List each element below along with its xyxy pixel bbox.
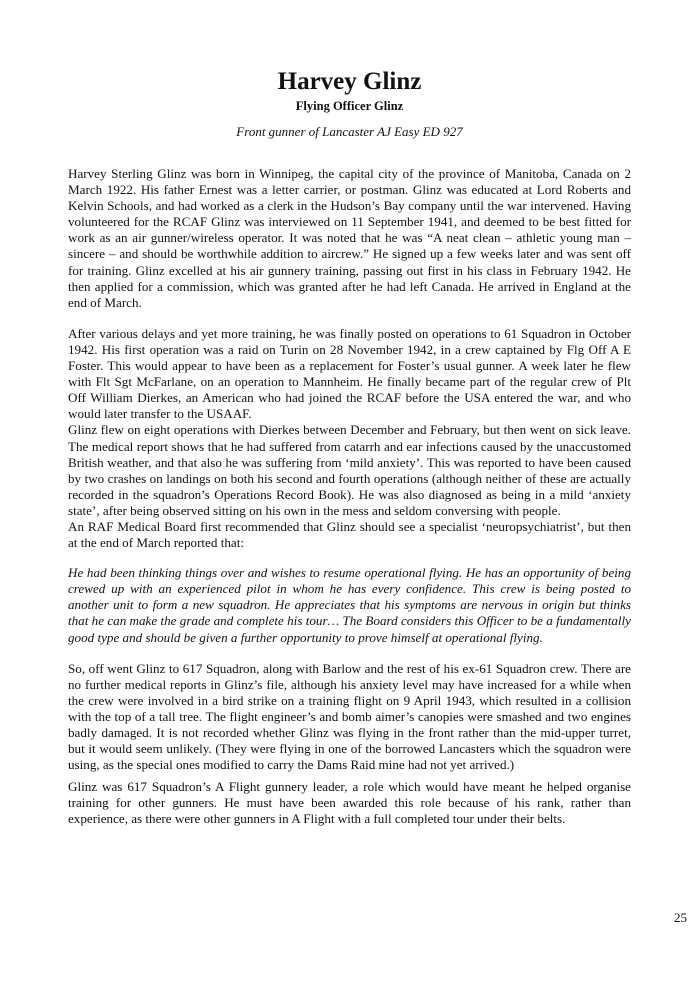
article-header xyxy=(0,68,699,140)
article-body xyxy=(68,166,631,828)
article-role-caption: Front gunner of Lancaster AJ Easy ED 927 xyxy=(236,124,463,139)
page-number: 25 xyxy=(674,910,687,925)
medical-board-quote: He had been thinking things over and wishes to resume operational flying. He has an opportunity of being crewed up with an experienced pilot in whom he has every confidence. This crew is being posted to another unit to form a new squadron. He appreciates that his symptoms are nervous in origin but thinks that he can make the grade and complete his tour… The Board considers this Officer to be a fundamentally good type and should be given a further opportunity to prove himself at operational flying. xyxy=(68,565,631,645)
article-subtitle: Flying Officer Glinz xyxy=(295,99,404,113)
paragraph-sick-leave: Glinz flew on eight operations with Dierkes between December and February, but then went on sick leave. The medical report shows that he had suffered from catarrh and ear infections caused by the unaccustomed British weather, and that also he was suffering from ‘mild anxiety’. This was reported to have been caused by two crashes on landings on both his second and fourth operations (although neither of these are actually recorded in the squadron’s Operations Record Book). He was also diagnosed as being in a mild ‘anxiety state’, after being observed sitting on his own in the mess and seldom conversing with people. xyxy=(68,422,631,518)
paragraph-medical-board: An RAF Medical Board first recommended that Glinz should see a specialist ‘neuropsychiatrist’, but then at the end of March reported that: xyxy=(68,518,631,551)
article-title: Harvey Glinz xyxy=(277,68,422,95)
paragraph-early-life: Harvey Sterling Glinz was born in Winnipeg, the capital city of the province of Manitoba, Canada on 2 March 1922. His father Ernest was a letter carrier, or postman. Glinz was educated at Lord Roberts and Kelvin Schools, and had worked as a clerk in the Hudson’s Bay company until the war intervened. Having volunteered for the RCAF Glinz was interviewed on 11 September 1941, and deemed to be best fitted for work as an air gunner/wireless operator. It was noted that he was “A neat clean – athletic young man – sincere – and should be worthwhile addition to aircrew.” He signed up a few weeks later and was sent off for training. Glinz excelled at his air gunnery training, passing out first in his class in February 1942. He then applied for a commission, which was granted after he had left Canada. He arrived in England at the end of March. xyxy=(68,166,631,310)
paragraph-617-squadron: So, off went Glinz to 617 Squadron, along with Barlow and the rest of his ex-61 Squadron crew. There are no further medical reports in Glinz’s file, although his anxiety level may have increased for a while when the crew were involved in a bird strike on a training flight on 9 April 1943, which resulted in a collision with the top of a tall tree. The flight engineer’s and bomb aimer’s canopies were smashed and two engines badly damaged. It is not recorded whether Glinz was flying in the front rather than the mid-upper turret, but it would seem unlikely. (They were flying in one of the borrowed Lancasters which the squadron were using, as the special ones modified to carry the Dams Raid mine had not yet arrived.) xyxy=(68,660,631,773)
paragraph-61-squadron: After various delays and yet more training, he was finally posted on operations to 61 Squadron in October 1942. His first operation was a raid on Turin on 28 November 1942, in a crew captained by Flg Off A E Foster. This would appear to have been as a replacement for Foster’s usual gunner. A week later he flew with Flt Sgt McFarlane, on an operation to Mannheim. He finally became part of the regular crew of Plt Off William Dierkes, an American who had joined the RCAF before the USA entered the war, and who would later transfer to the USAAF. xyxy=(68,325,631,422)
paragraph-gunnery-leader: Glinz was 617 Squadron’s A Flight gunnery leader, a role which would have meant he helped organise training for other gunners. He must have been awarded this role because of his rank, rather than experience, as there were other gunners in A Flight with a full completed tour under their belts. xyxy=(68,779,631,827)
